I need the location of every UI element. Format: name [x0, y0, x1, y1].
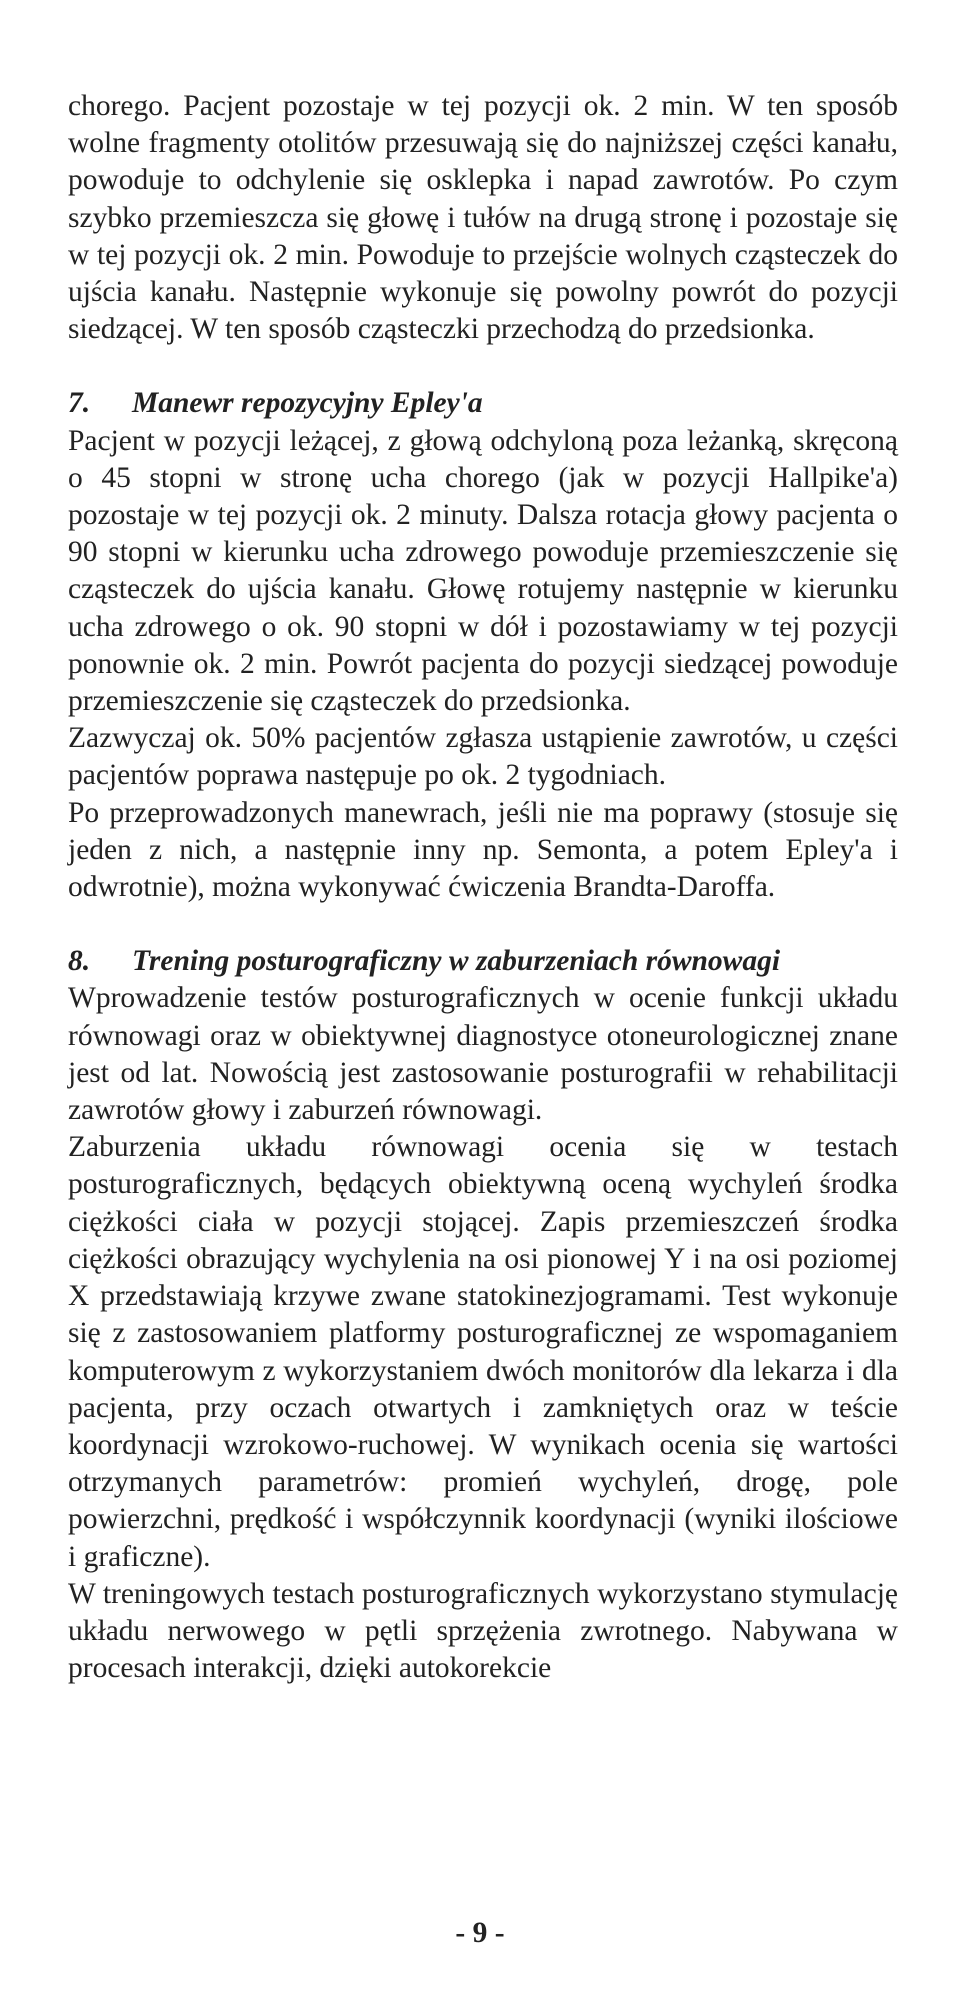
page-number: - 9 -: [455, 1917, 505, 1949]
paragraph: Zaburzenia układu równowagi ocenia się w testach posturograficznych, będących obiektywną oceną wychyleń środka ciężkości ciała w pozycji stojącej. Zapis przemieszczeń środka ciężkości obrazujący wychylenia na osi pionowej Y i na osi poziomej X przedstawiają krzywe zwane statokinezjogramami. Test wykonuje się z zastosowaniem platformy posturograficznej ze wspomaganiem komputerowym z wykorzystaniem dwóch monitorów dla lekarza i dla pacjenta, przy oczach otwartych i zamkniętych oraz w teście koordynacji wzrokowo-ruchowej. W wynikach ocenia się wartości otrzymanych parametrów: promień wychyleń, drogę, pole powierzchni, prędkość i współczynnik koordynacji (wyniki ilościowe i graficzne).: [68, 1131, 898, 1573]
spacer: [68, 348, 898, 385]
paragraph: Zazwyczaj ok. 50% pacjentów zgłasza ustąpienie zawrotów, u części pacjentów poprawa następuje po ok. 2 tygodniach.: [68, 722, 898, 792]
section-number: 7.: [68, 387, 91, 420]
section-heading-8: [68, 943, 898, 980]
section-title: Trening posturograficzny w zaburzeniach równowagi: [132, 945, 781, 978]
paragraph: chorego. Pacjent pozostaje w tej pozycji ok. 2 min. W ten sposób wolne fragmenty otolitów przesuwają się do najniższej części kanału, powoduje to odchylenie się osklepka i napad zawrotów. Po czym szybko przemieszcza się głowę i tułów na drugą stronę i pozostaje się w tej pozycji ok. 2 min. Powoduje to przejście wolnych cząsteczek do ujścia kanału. Następnie wykonuje się powolny powrót do pozycji siedzącej. W ten sposób cząsteczki przechodzą do przedsionka.: [68, 90, 898, 346]
section-heading-7: [68, 385, 898, 422]
section-title: Manewr repozycyjny Epley'a: [132, 387, 483, 420]
paragraph: W treningowych testach posturograficznych wykorzystano stymulację układu nerwowego w pętli sprzężenia zwrotnego. Nabywana w procesach interakcji, dzięki autokorekcie: [68, 1577, 898, 1685]
paragraph: Wprowadzenie testów posturograficznych w ocenie funkcji układu równowagi oraz w obiektywnej diagnostyce otoneurologicznej znane jest od lat. Nowością jest zastosowanie posturografii w rehabilitacji zawrotów głowy i zaburzeń równowagi.: [68, 982, 898, 1127]
paragraph: Pacjent w pozycji leżącej, z głową odchyloną poza leżanką, skręconą o 45 stopni w stronę ucha chorego (jak w pozycji Hallpike'a) pozostaje w tej pozycji ok. 2 minuty. Dalsza rotacja głowy pacjenta o 90 stopni w kierunku ucha zdrowego powoduje przemieszczenie się cząsteczek do ujścia kanału. Głowę rotujemy następnie w kierunku ucha zdrowego o ok. 90 stopni w dół i pozostawiamy w tej pozycji ponownie ok. 2 min. Powrót pacjenta do pozycji siedzącej powoduje przemieszczenie się cząsteczek do przedsionka.: [68, 424, 898, 718]
paragraph: Po przeprowadzonych manewrach, jeśli nie ma poprawy (stosuje się jeden z nich, a następnie inny np. Semonta, a potem Epley'a i odwrotnie), można wykonywać ćwiczenia Brandta-Daroffa.: [68, 796, 898, 904]
page-content: [68, 88, 898, 1687]
section-number: 8.: [68, 945, 91, 978]
spacer: [68, 906, 898, 943]
